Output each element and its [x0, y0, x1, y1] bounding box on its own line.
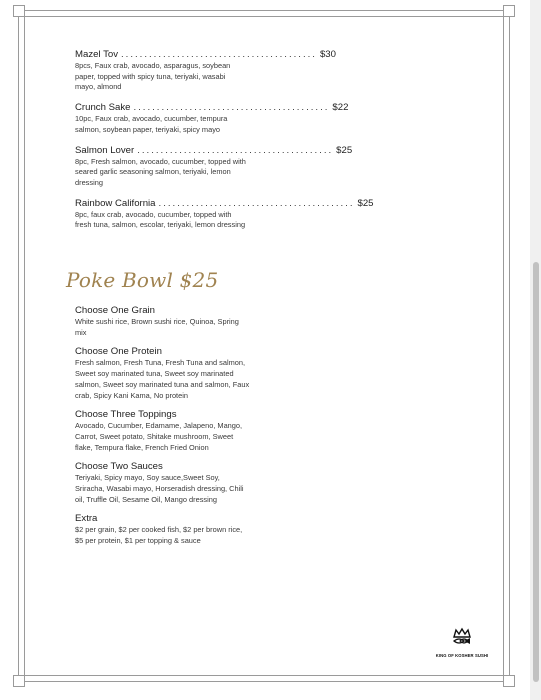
- option-group: [75, 345, 250, 401]
- dot-leader: ..........................................: [137, 144, 334, 156]
- option-group-description: $2 per grain, $2 per cooked fish, $2 per brown rice, $5 per protein, $1 per topping & sauce: [75, 525, 243, 546]
- item-description: 8pc, Fresh salmon, avocado, cucumber, topped with seared garlic seasoning salmon, teriyaki, lemon dressing: [75, 156, 246, 187]
- option-group: [75, 408, 250, 453]
- item-price: $30: [319, 49, 336, 60]
- option-group-description: Fresh salmon, Fresh Tuna, Fresh Tuna and salmon, Sweet soy marinated tuna, Sweet soy marinated salmon, Sweet soy marinated tuna and salmon, Faux crab, Spicy Kani Kama, No protein: [75, 358, 250, 400]
- item-price: $25: [357, 197, 374, 209]
- option-group: [75, 512, 250, 546]
- menu-item: [75, 144, 353, 189]
- vertical-scrollbar[interactable]: [530, 0, 541, 700]
- item-description: 10pc, Faux crab, avocado, cucumber, tempura salmon, soybean paper, teriyaki, spicy mayo: [75, 114, 228, 134]
- item-name: Salmon Lover: [75, 144, 135, 156]
- scrollbar-thumb[interactable]: [533, 262, 539, 682]
- option-group-title: Choose One Grain: [75, 305, 155, 316]
- crown-fish-logo-icon: [451, 628, 473, 648]
- dot-leader: ..........................................: [121, 49, 317, 60]
- option-group-title: Extra: [75, 513, 98, 525]
- dot-leader: ..........................................: [158, 197, 355, 209]
- corner-ornament: [503, 675, 515, 687]
- item-description: 8pcs, Faux crab, avocado, asparagus, soybean paper, topped with spicy tuna, teriyaki, wasabi mayo, almond: [75, 61, 231, 92]
- corner-ornament: [13, 675, 25, 687]
- option-group-description: White sushi rice, Brown sushi rice, Quinoa, Spring mix: [75, 317, 239, 337]
- menu-item: [75, 197, 374, 231]
- item-name: Crunch Sake: [75, 102, 131, 114]
- poke-options: [75, 304, 250, 554]
- option-group-description: Avocado, Cucumber, Edamame, Jalapeno, Mango, Carrot, Sweet potato, Shitake mushroom, Sweet flake, Tempura flake, French Fried Onion: [75, 421, 243, 452]
- roll-list: [75, 48, 374, 239]
- dot-leader: ..........................................: [133, 102, 330, 114]
- option-group: [75, 460, 250, 505]
- item-price: $22: [332, 102, 349, 114]
- option-group-description: Teriyaki, Spicy mayo, Soy sauce,Sweet Soy, Sriracha, Wasabi mayo, Horseradish dressing, Chili oil, Truffle Oil, Sesame Oil, Mango dressing: [75, 473, 244, 504]
- option-group-title: Choose One Protein: [75, 346, 162, 358]
- item-description: 8pc, faux crab, avocado, cucumber, topped with fresh tuna, salmon, escolar, teriyaki, lemon dressing: [75, 209, 246, 230]
- item-price: $25: [336, 144, 353, 156]
- option-group-title: Choose Two Sauces: [75, 461, 163, 473]
- corner-ornament: [503, 5, 515, 17]
- option-group: [75, 304, 250, 338]
- option-group-title: Choose Three Toppings: [75, 409, 177, 421]
- menu-item: [75, 48, 336, 93]
- item-name: Rainbow California: [75, 197, 156, 209]
- poke-bowl-heading: Poke Bowl $25: [66, 268, 219, 292]
- brand-name: KING OF KOSHER SUSHI: [435, 653, 489, 658]
- item-name: Mazel Tov: [75, 49, 119, 60]
- menu-item: [75, 101, 349, 135]
- corner-ornament: [13, 5, 25, 17]
- brand-logo: [432, 628, 492, 658]
